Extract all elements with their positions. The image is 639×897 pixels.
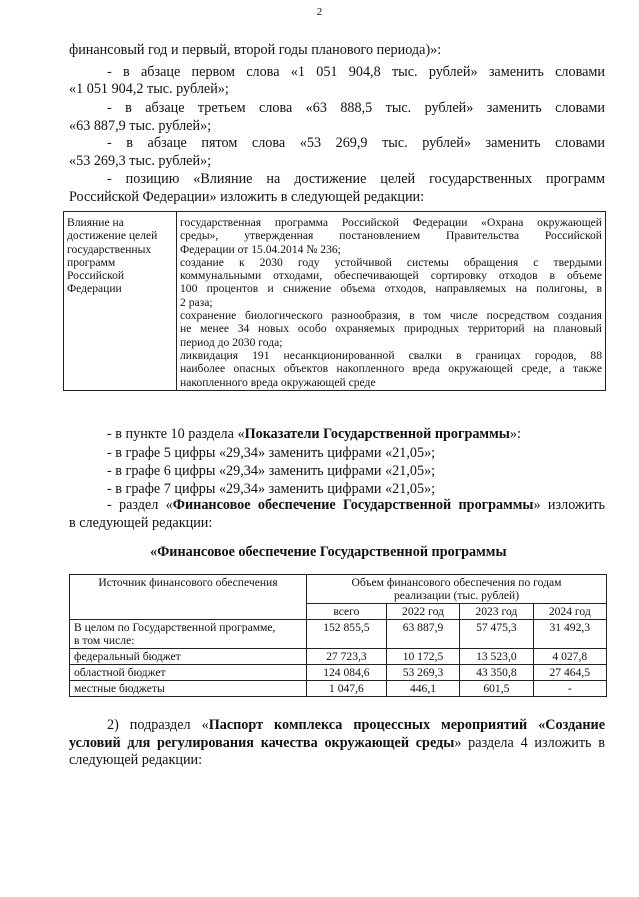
impact-label-line: Федерации <box>67 282 122 296</box>
finance-row-label <box>70 620 307 649</box>
finance-cell: 57 475,3 <box>460 620 533 649</box>
page-number: 2 <box>316 6 323 18</box>
impact-label-line: достижение целей <box>67 229 158 243</box>
impact-content-line: 100 процентов и снижение объема отходов, направляемых на полигоны, в <box>180 282 602 296</box>
finance-cell: 124 084,6 <box>307 665 387 681</box>
impact-content-line: 2 раза; <box>180 295 213 309</box>
paragraph-amend-2b: «63 887,9 тыс. рублей»; <box>69 118 212 134</box>
finance-row-label <box>70 681 307 697</box>
finance-column-header: всего <box>307 604 387 620</box>
impact-content-line: Федерации от 15.04.2014 № 236; <box>180 242 341 256</box>
impact-content-line: среды», утвержденная постановлением Правительства Российской <box>180 229 602 243</box>
finance-cell: 10 172,5 <box>386 649 459 665</box>
paragraph-amend-3a: - в абзаце пятом слова «53 269,9 тыс. рублей» заменить словами <box>107 135 605 151</box>
paragraph-amend-4a: - позицию «Влияние на достижение целей государственных программ <box>107 171 605 187</box>
finance-row-label-line: областной бюджет <box>74 666 166 679</box>
finance-cell: 31 492,3 <box>533 620 606 649</box>
paragraph-final-b: условий для регулирования качества окружающей среды» раздела 4 изложить в <box>69 735 605 751</box>
paragraph-final-c: следующей редакции: <box>69 752 203 768</box>
finance-cell: 1 047,6 <box>307 681 387 697</box>
list-item-column-6: - в графе 6 цифры «29,34» заменить цифрами «21,05»; <box>107 463 436 479</box>
paragraph-amend-1a: - в абзаце первом слова «1 051 904,8 тыс. рублей» заменить словами <box>107 64 605 80</box>
list-item-finance-section: - раздел «Финансовое обеспечение Государственной программы» изложить <box>107 497 605 513</box>
finance-cell: 63 887,9 <box>386 620 459 649</box>
list-item-column-5: - в графе 5 цифры «29,34» заменить цифрами «21,05»; <box>107 445 436 461</box>
finance-cell: 4 027,8 <box>533 649 606 665</box>
finance-source-header: Источник финансового обеспечения <box>70 575 307 620</box>
finance-cell: 27 723,3 <box>307 649 387 665</box>
finance-cell: 53 269,3 <box>386 665 459 681</box>
impact-label-line: Влияние на <box>67 216 124 229</box>
table-row <box>70 649 607 665</box>
finance-column-header: 2023 год <box>460 604 533 620</box>
impact-label-cell <box>64 212 177 391</box>
paragraph-amend-2a: - в абзаце третьем слова «63 888,5 тыс. рублей» заменить словами <box>107 100 605 116</box>
finance-volume-header: Объем финансового обеспечения по годам реализации (тыс. рублей) <box>307 575 607 604</box>
finance-column-header: 2022 год <box>386 604 459 620</box>
impact-label-line: государственных <box>67 242 152 256</box>
table-row <box>70 620 607 649</box>
paragraph-amend-4b: Российской Федерации» изложить в следующей редакции: <box>69 189 425 205</box>
impact-content-line: сохранение биологического разнообразия, в том числе посредством создания <box>180 309 602 323</box>
finance-column-header: 2024 год <box>533 604 606 620</box>
finance-cell: 152 855,5 <box>307 620 387 649</box>
impact-content-line: не менее 34 новых особо охраняемых природных территорий на плановый <box>180 322 602 336</box>
impact-content-line: создание к 2030 году устойчивой системы обращения с твердыми <box>180 255 602 269</box>
impact-content-line: наиболее опасных объектов накопленного вреда окружающей среде, а также <box>180 362 602 376</box>
finance-cell: - <box>533 681 606 697</box>
list-item-finance-section-b: в следующей редакции: <box>69 515 213 531</box>
impact-content-line: период до 2030 года; <box>180 335 283 349</box>
paragraph-amend-3b: «53 269,3 тыс. рублей»; <box>69 153 212 169</box>
impact-content-line: накопленного вреда окружающей среде <box>180 375 376 389</box>
finance-cell: 43 350,8 <box>460 665 533 681</box>
finance-row-label <box>70 665 307 681</box>
impact-content-line: коммунальными отходами, обеспечивающей сортировку отходов в объеме <box>180 269 602 283</box>
list-item-indicators: - в пункте 10 раздела «Показатели Государственной программы»: <box>107 426 521 442</box>
table-row <box>70 665 607 681</box>
finance-row-label-line: в том числе: <box>74 634 135 647</box>
finance-heading: «Финансовое обеспечение Государственной программы <box>150 544 507 560</box>
finance-row-label-line: федеральный бюджет <box>74 650 181 663</box>
finance-cell: 27 464,5 <box>533 665 606 681</box>
impact-table <box>63 211 606 391</box>
finance-cell: 601,5 <box>460 681 533 697</box>
impact-content-line: ликвидация 191 несанкционированной свалки в границах городов, 88 <box>180 348 602 362</box>
paragraph-final-a: 2) подраздел «Паспорт комплекса процессных мероприятий «Создание <box>107 717 605 733</box>
impact-label-line: Российской <box>67 269 125 283</box>
paragraph-intro: финансовый год и первый, второй годы планового периода)»: <box>69 42 442 58</box>
impact-content-line: государственная программа Российской Федерации «Охрана окружающей <box>180 216 602 229</box>
paragraph-amend-1b: «1 051 904,2 тыс. рублей»; <box>69 81 229 97</box>
finance-cell: 446,1 <box>386 681 459 697</box>
table-row <box>70 681 607 697</box>
finance-row-label-line: В целом по Государственной программе, <box>74 621 276 634</box>
finance-row-label-line: местные бюджеты <box>74 682 165 695</box>
finance-table <box>69 574 607 697</box>
finance-row-label <box>70 649 307 665</box>
impact-label-line: программ <box>67 255 116 269</box>
impact-content-cell <box>177 212 606 391</box>
finance-cell: 13 523,0 <box>460 649 533 665</box>
list-item-column-7: - в графе 7 цифры «29,34» заменить цифрами «21,05»; <box>107 481 436 497</box>
